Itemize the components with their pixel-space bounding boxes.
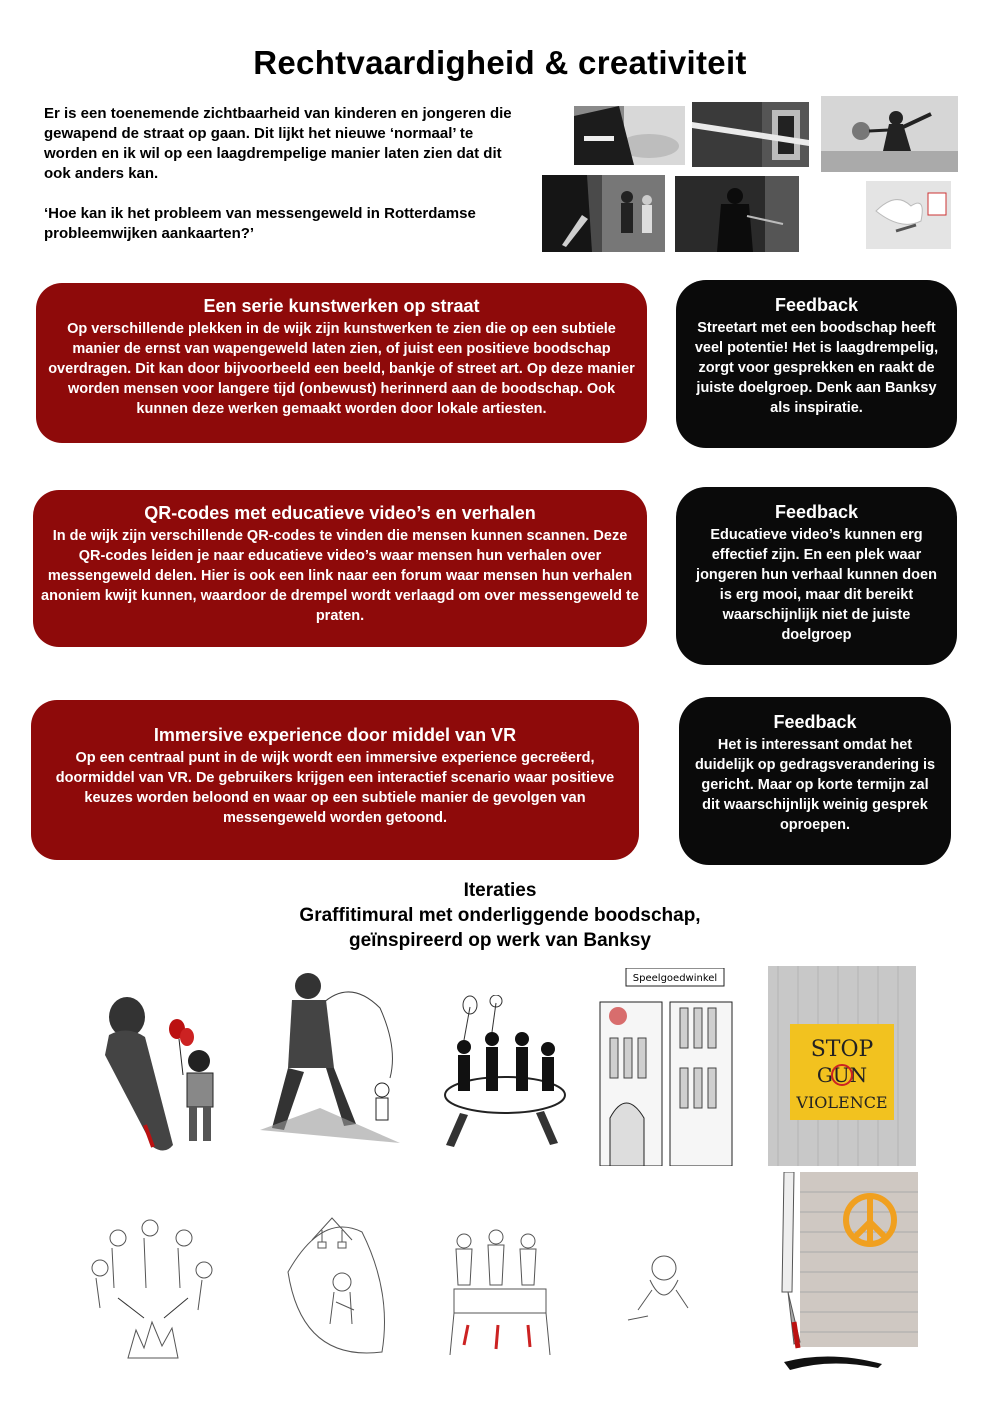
photo-banksy-peace-dove [866,181,951,249]
idea-body: Op een centraal punt in de wijk wordt een immersive experience gecreëerd, doormiddel van VR. De gebruikers krijgen een interactief scenario waar positieve keuzes worden beloond en waar op een subtiele manier de gevolgen van messengeweld worden getoond. [55,750,615,826]
sketch-toy-shop-knives [596,968,736,1166]
sketch-shadow-child-balloons [95,995,225,1155]
feedback-body: Het is interessant omdat het duidelijk op gedragsverandering is gericht. Maar op korte termijn zal dit waarschijnlijk weinig gesprek oproepen. [694,737,936,833]
feedback-card-3 [679,697,951,865]
intro-text [44,104,524,264]
photo-banksy-flower-thrower [821,96,958,172]
page-title: Rechtvaardigheid & creativiteit [253,44,747,81]
sketch-baby-mobile [282,1212,392,1364]
sketch-stop-gun-violence-poster [768,966,916,1166]
photo-knife-hand [542,175,665,252]
idea-title: Immersive experience door middel van VR [153,725,517,745]
photo-dark-figure-blade [675,176,799,252]
sketch-circle-figures-fire [88,1218,218,1368]
poster-text-violence: VIOLENCE [796,1093,888,1112]
idea-card-vr-experience [31,700,639,860]
idea-title: Een serie kunstwerken op straat [203,296,480,316]
feedback-title: Feedback [773,712,857,732]
sketch-figures-around-table [440,1225,558,1360]
intro-paragraph: Er is een toenemende zichtbaarheid van kinderen en jongeren die gewapend de straat op gaan. Dit lijkt het nieuwe ‘normaal’ te worden en ik wil op een laagdrempelige manier laten zien dat dit ook anders kan. [44,105,512,182]
sketch-man-child-kite [260,968,405,1143]
iterations-subtitle-line-2: geïnspireerd op werk van Banksy [348,930,651,951]
idea-card-qr-codes [33,490,647,647]
feedback-title: Feedback [774,295,859,315]
feedback-body: Streetart met een boodschap heeft veel potentie! Het is laagdrempelig, zorgt voor gesprekken en raakt de juiste doelgroep. Denk aan Banksy als inspiratie. [694,320,939,416]
photo-police-arm [574,106,685,165]
idea-body: In de wijk zijn verschillende QR-codes te vinden die mensen kunnen scannen. Deze QR-codes leiden je naar educatieve video’s waar mensen hun verhalen over messengeweld delen. Hier is ook een link naar een forum waar mensen hun verhalen anoniem kwijt kunnen, waardoor de drempel wordt verlaagd om over messengeweld te praten. [41,528,639,624]
poster-text-gun: GUN [816,1063,868,1087]
feedback-card-2 [676,487,957,665]
idea-title: QR-codes met educatieve video’s en verhalen [144,503,536,523]
sketch-peace-brick-wall-knife [770,1172,918,1382]
iterations-heading [0,878,1000,953]
sketch-baby-crawling [618,1250,708,1330]
poster-text-stop: STOP [810,1037,874,1062]
idea-body: Op verschillende plekken in de wijk zijn kunstwerken te zien die op een subtiele manier de ernst van wapengeweld laten zien, of juist een positieve boodschap overdragen. Dit kan door bijvoorbeeld een beeld, bankje of street art. Op deze manier worden mensen voor langere tijd (onbewust) herinnerd aan de boodschap. Ook kunnen deze werken gemaakt worden door lokale artiesten. [48,321,635,417]
photo-crime-scene-tape [692,102,809,167]
feedback-title: Feedback [774,502,859,522]
feedback-card-1 [676,280,957,448]
feedback-body: Educatieve video’s kunnen erg effectief zijn. En een plek waar jongeren hun verhaal kunnen doen is erg mooi, maar dit bereikt waarschijnlijk niet de juiste doelgroep [696,527,937,643]
iterations-subtitle-line-1: Graffitimural met onderliggende boodschap, [299,905,701,926]
shop-sign-text: Speelgoedwinkel [632,973,718,984]
idea-card-street-art [36,283,647,443]
iterations-title: Iteraties [463,880,537,901]
sketch-carousel-knives [440,995,570,1160]
research-question: ‘Hoe kan ik het probleem van messengeweld in Rotterdamse probleemwijken aankaarten?’ [44,205,476,242]
